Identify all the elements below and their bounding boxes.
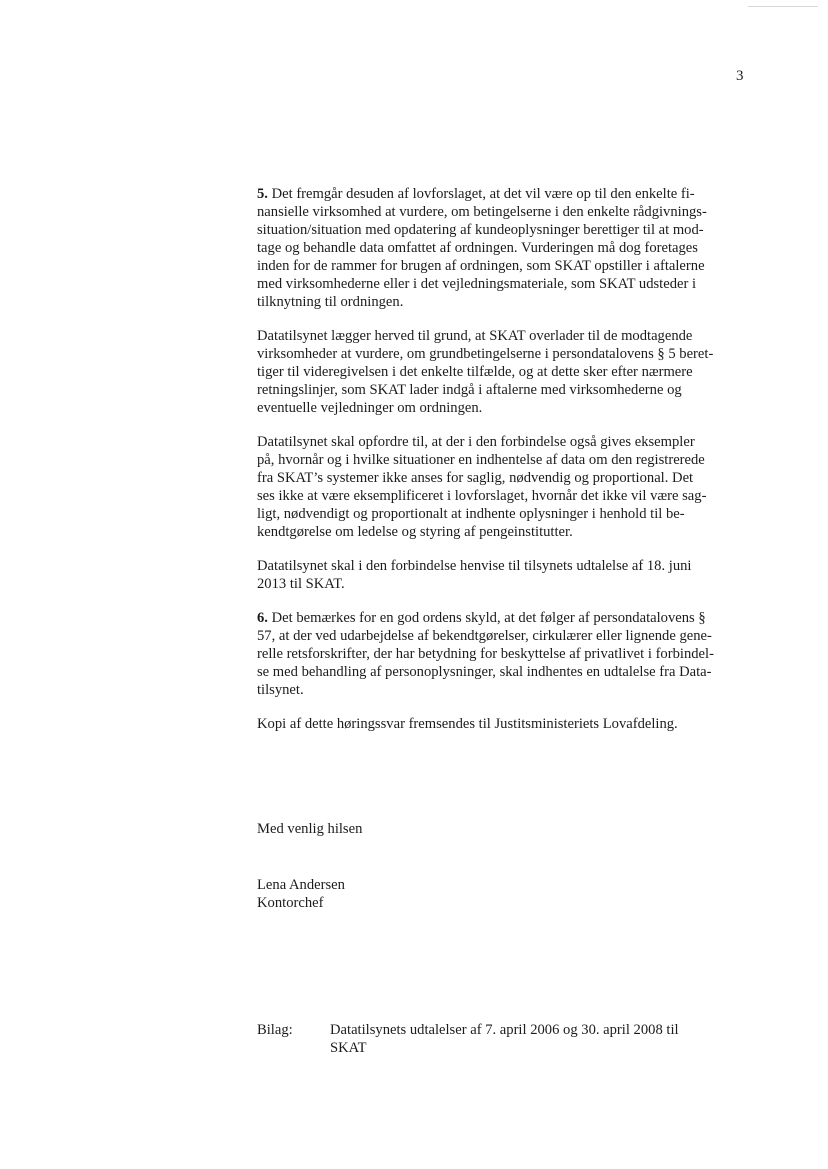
paragraph-line: tiger til videregivelsen i det enkelte tilfælde, og at dette sker efter nærmere xyxy=(257,364,693,380)
paragraph-line: situation/situation med opdatering af kundeoplysninger berettiger til at mod- xyxy=(257,222,704,238)
paragraph-line: kendtgørelse om ledelse og styring af pengeinstitutter. xyxy=(257,524,573,540)
paragraph-line: Kopi af dette høringssvar fremsendes til Justitsministeriets Lovafdeling. xyxy=(257,716,678,732)
paragraph-line: 5. Det fremgår desuden af lovforslaget, at det vil være op til den enkelte fi- xyxy=(257,186,695,202)
paragraph-number: 5. xyxy=(257,186,268,202)
paragraph-line: fra SKAT’s systemer ikke anses for saglig, nødvendig og proportional. Det xyxy=(257,470,694,486)
paragraph-datatilsynet-grund xyxy=(257,327,757,417)
attachment-description xyxy=(330,1021,750,1057)
signer-title: Kontorchef xyxy=(257,895,324,911)
paragraph-line: 57, at der ved udarbejdelse af bekendtgørelser, cirkulærer eller lignende gene- xyxy=(257,628,712,644)
paragraph-line: tilknytning til ordningen. xyxy=(257,294,404,310)
paragraph-line: tage og behandle data omfattet af ordningen. Vurderingen må dog foretages xyxy=(257,240,698,256)
attachment-line: SKAT xyxy=(330,1040,367,1056)
paragraph-line: retningslinjer, som SKAT lader indgå i aftalerne med virksomhederne og xyxy=(257,382,682,398)
signer-name: Lena Andersen xyxy=(257,877,345,893)
paragraph-line: se med behandling af personoplysninger, skal indhentes en udtalelse fra Data- xyxy=(257,664,712,680)
paragraph-line: tilsynet. xyxy=(257,682,304,698)
paragraph-line: inden for de rammer for brugen af ordningen, som SKAT opstiller i aftalerne xyxy=(257,258,705,274)
paragraph-line: Datatilsynet skal i den forbindelse henvise til tilsynets udtalelse af 18. juni xyxy=(257,558,692,574)
paragraph-kopi xyxy=(257,715,757,733)
paragraph-5 xyxy=(257,185,757,311)
paragraph-line: med virksomhederne eller i det vejledningsmateriale, som SKAT udsteder i xyxy=(257,276,697,292)
paragraph-line: nansielle virksomhed at vurdere, om betingelserne i den enkelte rådgivnings- xyxy=(257,204,707,220)
paragraph-line: Datatilsynet skal opfordre til, at der i den forbindelse også gives eksempler xyxy=(257,434,695,450)
scan-edge-mark xyxy=(748,6,818,7)
paragraph-6 xyxy=(257,609,757,699)
paragraph-number: 6. xyxy=(257,610,268,626)
paragraph-opfordring xyxy=(257,433,757,541)
paragraph-line: ligt, nødvendigt og proportionalt at indhente oplysninger i henhold til be- xyxy=(257,506,685,522)
paragraph-line: Datatilsynet lægger herved til grund, at SKAT overlader til de modtagende xyxy=(257,328,693,344)
paragraph-line: ses ikke at være eksemplificeret i lovforslaget, hvornår det ikke vil være sag- xyxy=(257,488,707,504)
paragraph-line: relle retsforskrifter, der har betydning for beskyttelse af privatlivet i forbindel- xyxy=(257,646,714,662)
attachment-label: Bilag: xyxy=(257,1022,293,1038)
paragraph-line: 6. Det bemærkes for en god ordens skyld, at det følger af persondatalovens § xyxy=(257,610,706,626)
page-number: 3 xyxy=(736,68,744,84)
paragraph-line: 2013 til SKAT. xyxy=(257,576,345,592)
paragraph-line: virksomheder at vurdere, om grundbetingelserne i persondatalovens § 5 beret- xyxy=(257,346,714,362)
letter-body xyxy=(257,185,757,749)
paragraph-line: på, hvornår og i hvilke situationer en indhentelse af data om den registrerede xyxy=(257,452,705,468)
attachment-line: Datatilsynets udtalelser af 7. april 2006 og 30. april 2008 til xyxy=(330,1022,679,1038)
signature-block xyxy=(257,876,345,912)
paragraph-henvisning xyxy=(257,557,757,593)
closing-salutation: Med venlig hilsen xyxy=(257,821,363,837)
paragraph-line: eventuelle vejledninger om ordningen. xyxy=(257,400,483,416)
